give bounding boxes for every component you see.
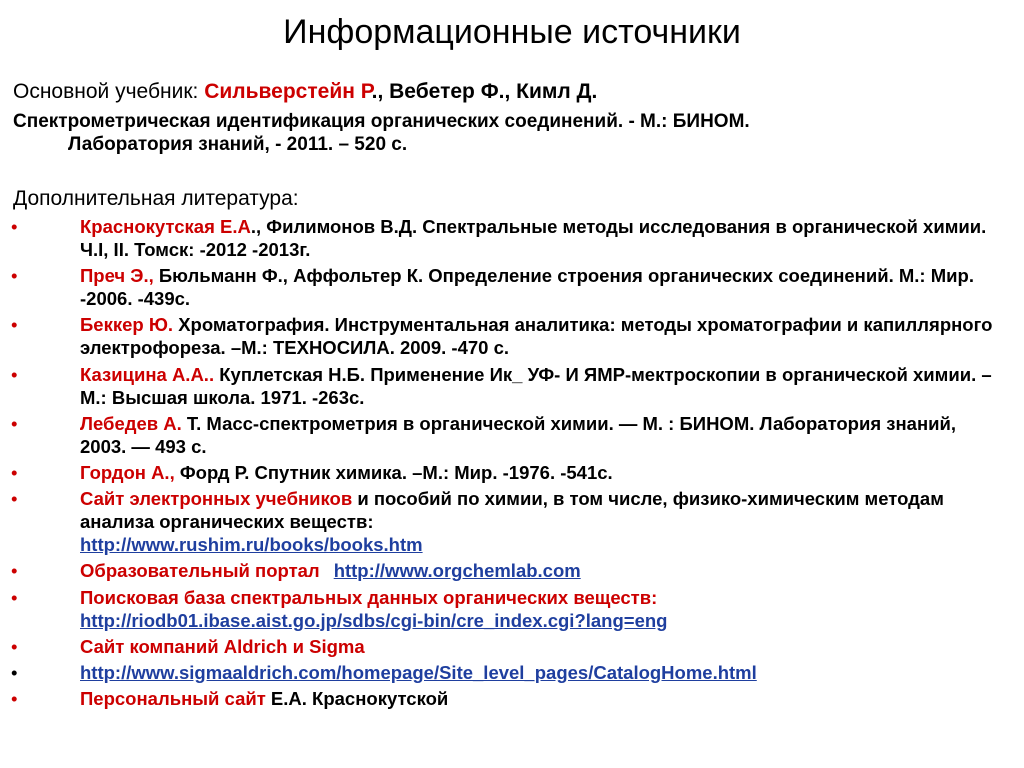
main-desc-line1: Спектрометрическая идентификация органических соединений. - М.: БИНОМ. (13, 111, 750, 132)
list-item (0, 487, 1024, 556)
item-text: Т. Масс-спектрометрия в органической химии. — М. : БИНОМ. Лаборатория знаний, 2003. — 493 с. (80, 412, 957, 457)
bullet-icon: • (11, 314, 18, 336)
list-item (0, 635, 1024, 658)
item-text: Бюльманн Ф., Аффольтер К. Определение строения органических соединений. М.: Мир. -2006. -439с. (80, 265, 974, 310)
list-item (0, 687, 1024, 710)
list-item (0, 661, 1024, 684)
item-highlight: Персональный сайт (80, 688, 266, 710)
bullet-icon: • (11, 586, 18, 608)
list-item (0, 313, 1024, 359)
list-item (0, 215, 1024, 261)
list-item (0, 586, 1024, 632)
literature-list (0, 215, 1024, 713)
bullet-icon: • (11, 216, 18, 237)
main-authors-rest: ., Вебетер Ф., Кимл Д. (371, 80, 598, 103)
extra-literature-label: Дополнительная литература: (13, 187, 299, 210)
item-highlight: Гордон А., (80, 461, 175, 483)
list-item (0, 412, 1024, 458)
list-item (0, 461, 1024, 484)
bullet-icon: • (11, 412, 18, 434)
item-text: Куплетская Н.Б. Применение Ик_ УФ- И ЯМР-мектроскопии в органической химии. –М.: Высшая школа. 1971. -263с. (80, 363, 992, 408)
item-highlight: Поисковая база спектральных данных органических веществ: (80, 586, 658, 608)
item-text: и пособий по химии, в том числе, физико-химическим методам анализа органических веществ: (80, 488, 944, 533)
list-item (0, 559, 1024, 582)
bullet-icon: • (11, 363, 18, 385)
main-textbook-description (13, 110, 973, 156)
item-link[interactable]: http://www.rushim.ru/books/books.htm (80, 534, 423, 556)
item-text: ., Филимонов В.Д. Спектральные методы исследования в органической химии. Ч.I, II. Томск: -2012 -2013г. (80, 216, 987, 260)
bullet-icon: • (11, 488, 18, 510)
item-highlight: Образовательный портал (80, 560, 320, 582)
item-link[interactable]: http://www.orgchemlab.com (333, 560, 581, 582)
item-highlight: Сайт компаний Aldrich и Sigma (80, 635, 365, 657)
item-highlight: Беккер Ю. (80, 314, 174, 336)
item-text: Хроматография. Инструментальная аналитика: методы хроматографии и капиллярного электрофореза. –М.: ТЕХНОСИЛА. 2009. -470 с. (80, 314, 993, 359)
bullet-icon: • (11, 461, 18, 483)
bullet-icon: • (11, 265, 18, 287)
bullet-icon: • (11, 688, 18, 710)
item-link[interactable]: http://riodb01.ibase.aist.go.jp/sdbs/cgi-bin/cre_index.cgi?lang=eng (80, 609, 668, 631)
item-text: Форд Р. Спутник химика. –М.: Мир. -1976. -541с. (174, 461, 613, 483)
main-textbook-label: Основной учебник: (13, 80, 199, 103)
bullet-icon: • (11, 560, 18, 582)
list-item (0, 264, 1024, 310)
item-highlight: Казицина А.А.. (80, 363, 215, 385)
main-textbook-line (13, 78, 597, 106)
slide-title: Информационные источники (283, 13, 741, 51)
item-highlight: Сайт электронных учебников (80, 488, 353, 510)
item-text: Е.А. Краснокутской (265, 688, 449, 710)
item-highlight: Краснокутская Е.А (80, 216, 251, 237)
item-highlight: Лебедев А. (80, 412, 182, 434)
bullet-icon: • (11, 661, 18, 683)
item-highlight: Преч Э., (80, 265, 154, 287)
list-item (0, 363, 1024, 409)
item-link[interactable]: http://www.sigmaaldrich.com/homepage/Site_level_pages/CatalogHome.html (80, 661, 757, 683)
main-desc-line2: Лаборатория знаний, - 2011. – 520 с. (68, 134, 408, 155)
bullet-icon: • (11, 635, 18, 657)
main-author-highlight: Сильверстейн Р (204, 80, 372, 103)
